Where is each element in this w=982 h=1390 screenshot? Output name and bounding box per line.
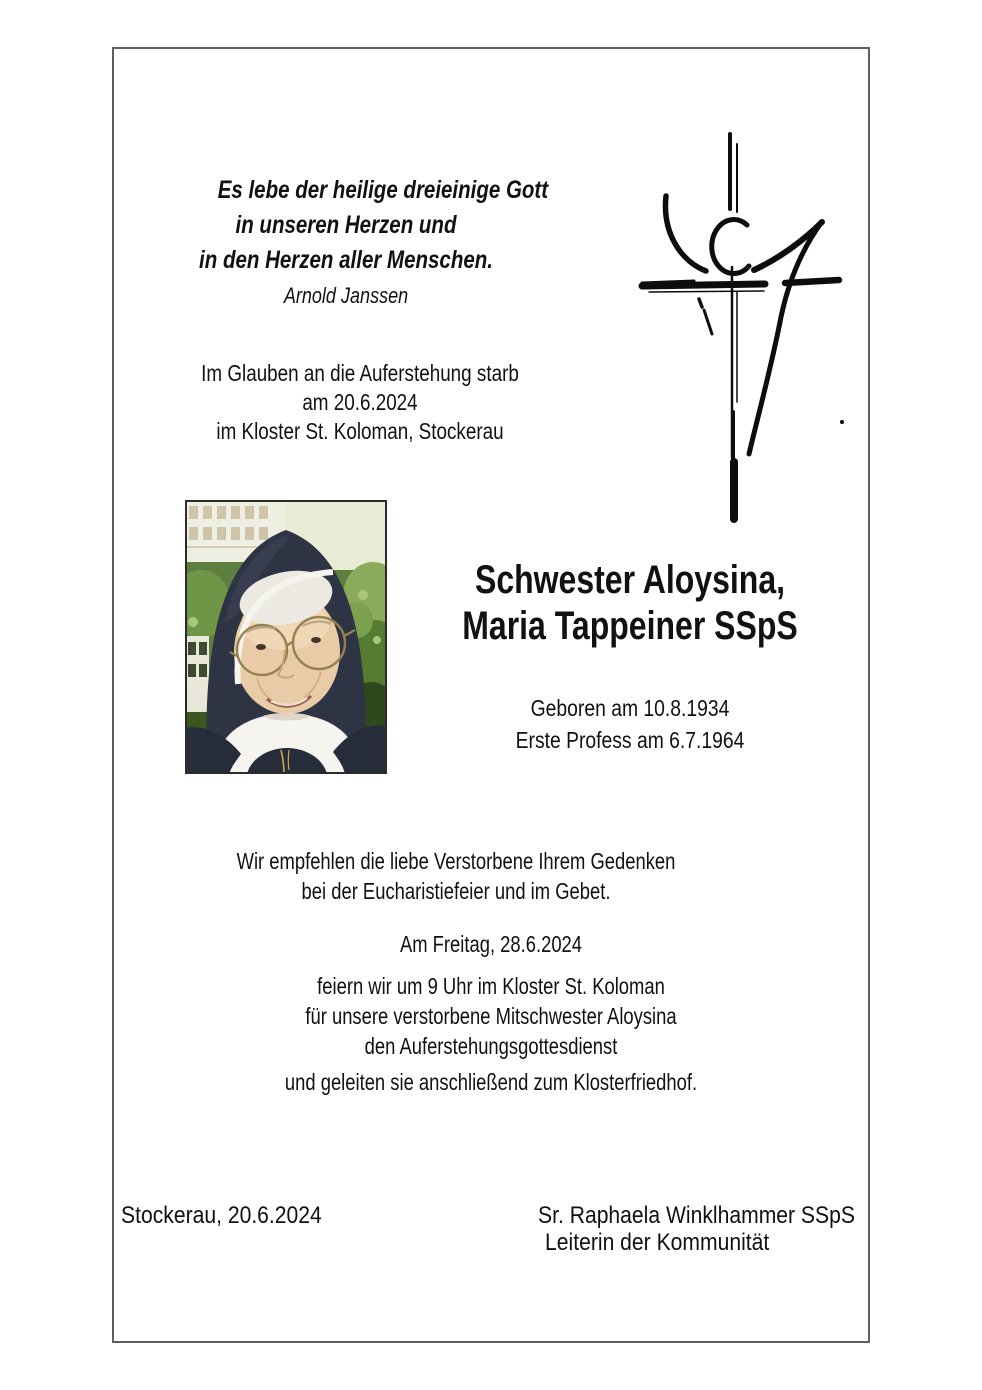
quote-line-1: Es lebe der heilige dreieinige Gott [217, 176, 549, 204]
death-notice-line-2: am 20.6.2024 [302, 389, 418, 415]
memorial-card [112, 47, 870, 1343]
memorial-p3-line-3: den Auferstehungsgottesdienst [364, 1033, 618, 1059]
memorial-closing-line: und geleiten sie anschließend zum Klosterfriedhof. [284, 1069, 698, 1095]
ink-dot [840, 420, 844, 424]
death-notice [158, 359, 561, 446]
opening-quote [156, 173, 549, 311]
life-dates [428, 692, 831, 756]
death-notice-line-1: Im Glauben an die Auferstehung starb [201, 360, 519, 386]
cross-strokes [642, 134, 839, 519]
memorial-p3-line-2: für unsere verstorbene Mitschwester Aloysina [305, 1003, 677, 1029]
birth-date: Geboren am 10.8.1934 [530, 695, 730, 721]
death-notice-line-3: im Kloster St. Koloman, Stockerau [216, 418, 504, 444]
memorial-p1-line-1: Wir empfehlen die liebe Verstorbene Ihrem Gedenken [236, 848, 676, 874]
signature-place-date: Stockerau, 20.6.2024 [121, 1202, 322, 1229]
signature-role: Leiterin der Kommunität [545, 1229, 770, 1256]
memorial-p3-line-1: feiern wir um 9 Uhr im Kloster St. Koloman [317, 973, 665, 999]
memorial-paragraph-1 [182, 846, 729, 906]
quote-attribution: Arnold Janssen [283, 283, 409, 308]
resurrection-cross-icon [602, 112, 862, 532]
quote-line-3: in den Herzen aller Menschen. [199, 246, 493, 274]
deceased-name [438, 557, 822, 649]
deceased-name-line-1: Schwester Aloysina, [474, 558, 786, 602]
memorial-paragraph-3 [189, 971, 792, 1061]
memorial-p1-line-2: bei der Eucharistiefeier und im Gebet. [301, 878, 611, 904]
profess-date: Erste Profess am 6.7.1964 [515, 727, 745, 753]
photo-content [185, 500, 387, 774]
signature-block [538, 1202, 855, 1256]
portrait-photo [185, 500, 387, 774]
deceased-name-line-2: Maria Tappeiner SSpS [462, 604, 798, 648]
memorial-date-line: Am Freitag, 28.6.2024 [399, 931, 583, 957]
quote-line-2: in unseren Herzen und [235, 211, 457, 239]
signature-name: Sr. Raphaela Winklhammer SSpS [538, 1202, 855, 1229]
